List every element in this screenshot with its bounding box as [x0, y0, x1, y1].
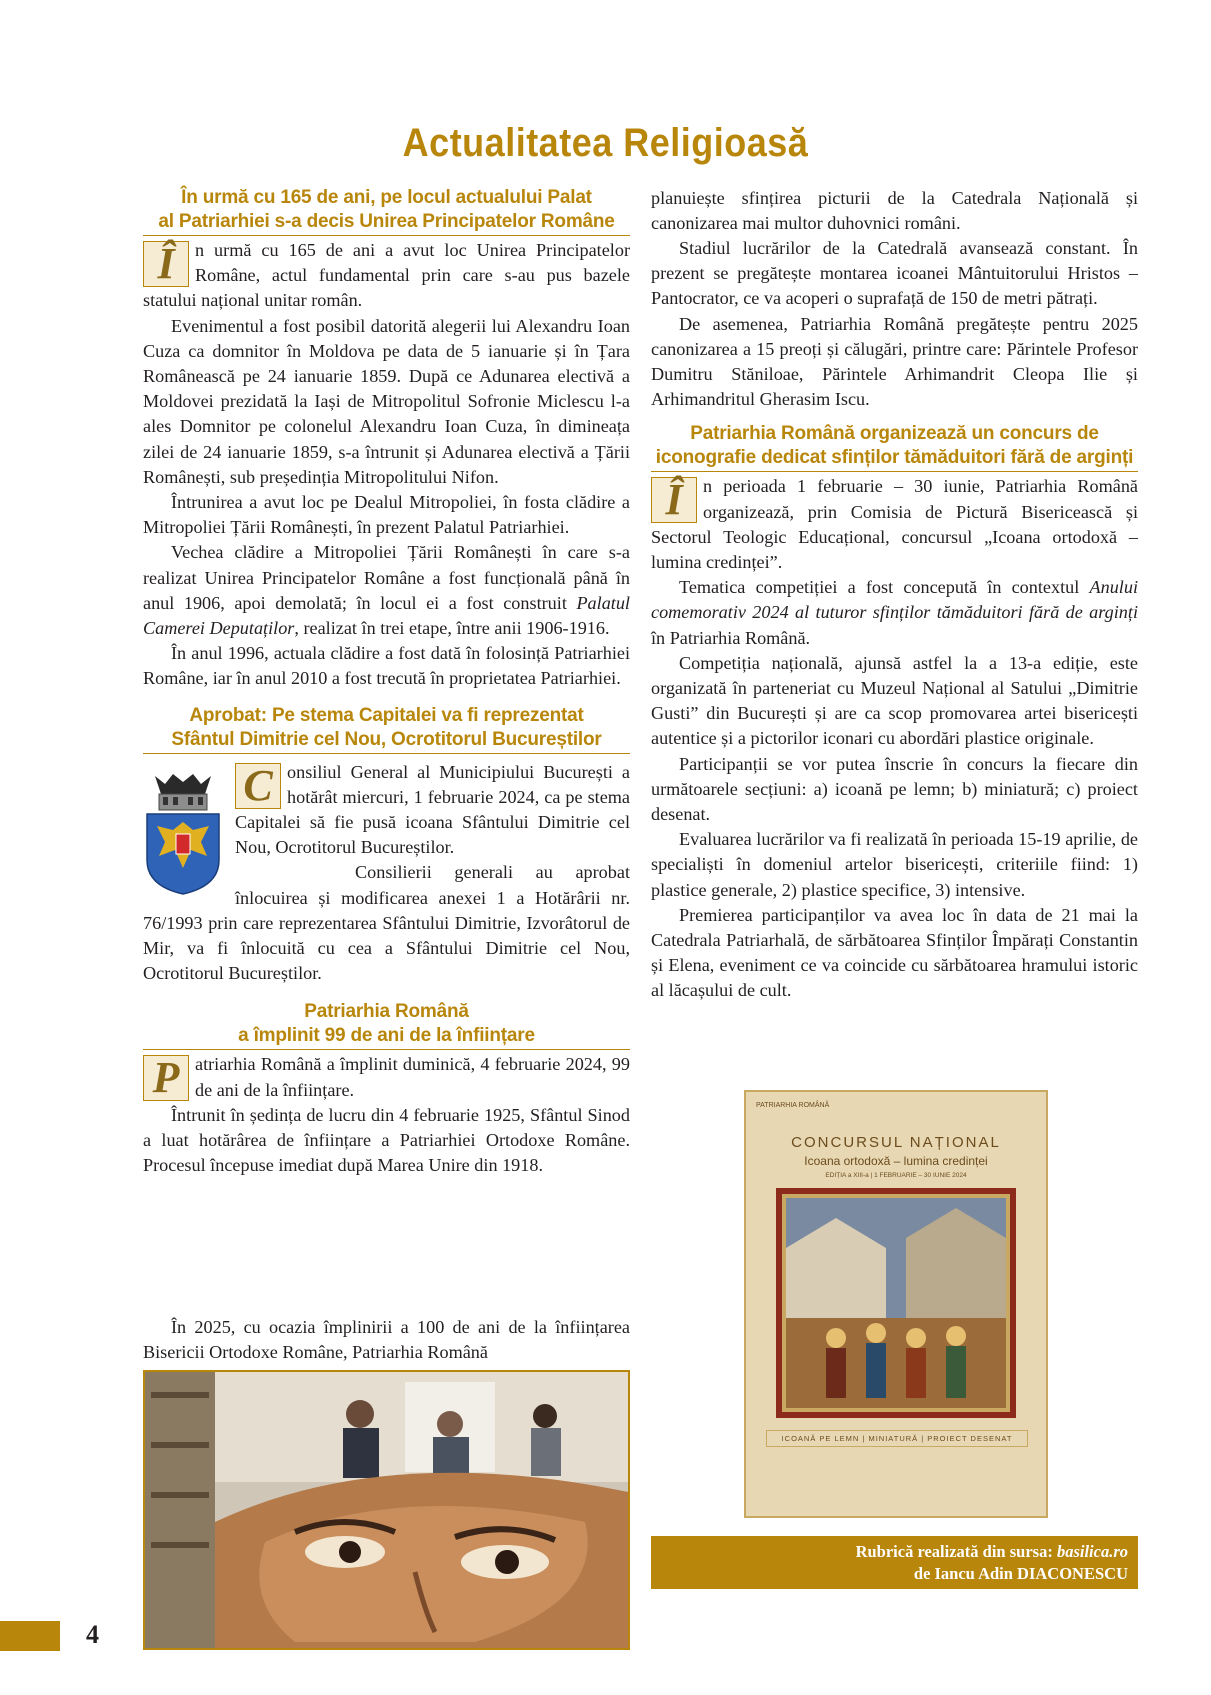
left-column-tail	[143, 1315, 630, 1365]
text-run: , realizat în trei etape, între anii 1906-1916.	[294, 618, 610, 639]
paragraph: Evenimentul a fost posibil datorită alegerii lui Alexandru Ioan Cuza ca domnitor în Moldova pe data de 5 ianuarie și în Țara Românească pe 24 ianuarie 1859. După ce Adunarea electivă a Moldovei prezidată la Iași de Mitropolitul Sofronie Miclescu l-a ales Domnitor pe colonelul Alexandru Ioan Cuza, în dimineața zilei de 24 ianuarie 1859, s-a întrunit și Adunarea electivă a Țării Românești, sub președinția Mitropolitului Nifon.	[143, 315, 630, 487]
headline-line: a împlinit 99 de ani de la înființare	[238, 1025, 535, 1047]
paragraph: Întrunit în ședința de lucru din 4 februarie 1925, Sfântul Sinod a luat hotărârea de înființare a Patriarhiei Ortodoxe Române. Procesul începuse imediat după Marea Unire din 1918.	[143, 1104, 630, 1176]
paragraph: n perioada 1 februarie – 30 iunie, Patriarhia Română organizează, prin Comisia de Pictură Bisericească și Sectorul Teologic Educațional, concursul „Icoana ortodoxă – lumina credinței”.	[651, 476, 1138, 573]
left-column	[143, 186, 630, 1179]
article-concurs	[651, 474, 1138, 1003]
mosaic-photo	[143, 1370, 630, 1650]
headline-concurs	[651, 422, 1138, 472]
poster-subtitle: Icoana ortodoxă – lumina credinței	[804, 1154, 988, 1168]
paragraph: Întrunirea a avut loc pe Dealul Mitropoliei, în fosta clădire a Mitropoliei Țării Românești, în prezent Palatul Patriarhiei.	[143, 492, 630, 538]
headline-line: Patriarhia Română organizează un concurs de	[690, 423, 1099, 445]
mosaic-icon-photo	[145, 1372, 628, 1648]
credit-source: basilica.ro	[1056, 1542, 1128, 1561]
headline-unirea	[143, 186, 630, 236]
article-unirea	[143, 238, 630, 692]
dropcap: C	[235, 763, 281, 809]
text-run: Vechea clădire a Mitropoliei Țării Românești în care s-a realizat Unirea Principatelor Române a fost funcțională până în anul 1906, apoi demolată; în locul ei a fost construit	[143, 542, 630, 613]
article-stema	[143, 760, 630, 987]
dropcap: Î	[651, 477, 697, 523]
paragraph: Stadiul lucrărilor de la Catedrală avansează constant. În prezent se pregătește montarea icoanei Mântuitorului Hristos – Pantocrator, ce va acoperi o suprafață de 150 de metri pătrați.	[651, 238, 1138, 309]
poster-org: PATRIARHIA ROMÂNĂ	[756, 1102, 830, 1109]
paragraph: planuiește sfințirea picturii de la Catedrala Națională și canonizarea mai multor duhovnici români.	[651, 188, 1138, 234]
article-patriarhia99	[143, 1052, 630, 1178]
poster-title: CONCURSUL NAȚIONAL	[791, 1134, 1001, 1151]
paragraph: În 2025, cu ocazia împlinirii a 100 de ani de la înființarea Bisericii Ortodoxe Române, Patriarhia Română	[143, 1317, 630, 1363]
paragraph	[143, 540, 630, 641]
credit-prefix: Rubrică realizată din sursa:	[855, 1542, 1057, 1561]
bucharest-coat-of-arms-icon	[143, 768, 223, 898]
paragraph	[651, 575, 1138, 651]
paragraph: De asemenea, Patriarhia Română pregătește pentru 2025 canonizarea a 15 preoți și călugări, printre care: Părintele Profesor Dumitru Stăniloae, Părintele Arhimandrit Cleopa Ilie și Arhimandritul Gherasim Iscu.	[651, 313, 1138, 410]
paragraph: Premierea participanților va avea loc în data de 21 mai la Catedrala Patriarhală, de sărbătoarea Sfinților Împărați Constantin și Elena, eveniment ce va coincide cu sărbătoarea hramului istoric al lăcașului de cult.	[651, 904, 1138, 1001]
paragraph: n urmă cu 165 de ani a avut loc Unirea Principatelor Române, actul fundamental prin care s-au pus bazele statului național unitar român.	[143, 240, 630, 311]
italic-text: Anului comemorativ 2024 al tuturor sfinților tămăduitori fără de arginți	[651, 577, 1138, 623]
credit-box	[651, 1536, 1138, 1589]
headline-patriarhia99	[143, 1000, 630, 1050]
headline-line: În urmă cu 165 de ani, pe locul actualului Palat	[181, 187, 592, 208]
paragraph: Competiția națională, ajunsă astfel la a 13-a ediție, este organizată în parteneriat cu Muzeul Național al Satului „Dimitrie Gusti” din București și are ca scop promovarea artei bisericești autentice și a pictorilor iconari cu abordări plastice originale.	[651, 652, 1138, 749]
headline-stema	[143, 704, 630, 754]
credit-author: de Iancu Adin DIACONESCU	[913, 1564, 1128, 1583]
headline-line: Sfântul Dimitrie cel Nou, Ocrotitorul Bucureștilor	[171, 728, 602, 750]
page-title: Actualitatea Religioasă	[402, 119, 809, 165]
dropcap: Î	[143, 241, 189, 287]
footer-accent-bar	[0, 1621, 60, 1651]
paragraph: Participanții se vor putea înscrie în concurs la fiecare din următoarele secțiuni: a) icoană pe lemn; b) miniatură; c) proiect desenat.	[651, 753, 1138, 825]
headline-line: al Patriarhiei s-a decis Unirea Principatelor Române	[158, 211, 615, 232]
page-number: 4	[86, 1620, 99, 1649]
headline-line: Aprobat: Pe stema Capitalei va fi reprezentat	[189, 704, 584, 726]
contest-poster	[744, 1090, 1048, 1518]
headline-line: Patriarhia Română	[304, 1001, 469, 1023]
poster-sections: ICOANĂ PE LEMN | MINIATURĂ | PROIECT DESENAT	[766, 1430, 1028, 1447]
italic-text: Palatul Camerei Deputaților	[143, 592, 630, 639]
paragraph: În anul 1996, actuala clădire a fost dată în folosință Patriarhiei Române, iar în anul 2010 a fost trecută în proprietatea Patriarhiei.	[143, 643, 630, 689]
right-column	[651, 186, 1138, 236]
right-column-body	[651, 236, 1138, 1004]
text-run: Tematica competiției a fost concepută în contextul	[679, 577, 1090, 598]
icon-painting	[776, 1188, 1016, 1418]
credit-line	[661, 1541, 1128, 1563]
poster-edition: EDIȚIA a XIII-a | 1 FEBRUARIE – 30 IUNIE 2024	[825, 1172, 967, 1179]
dropcap: P	[143, 1055, 189, 1101]
paragraph: atriarhia Română a împlinit duminică, 4 februarie 2024, 99 de ani de la înființare.	[195, 1054, 630, 1100]
paragraph: Evaluarea lucrărilor va fi realizată în perioada 15-19 aprilie, de specialiști în domeniul artelor bisericești, criteriile fiind: 1) plastice generale, 2) plastice specifice, 3) intensive.	[651, 829, 1138, 900]
headline-line: iconografie dedicat sfinților tămăduitori fără de arginți	[655, 447, 1134, 469]
paragraph: onsiliul General al Municipiului București a hotărât miercuri, 1 februarie 2024, ca pe stema Capitalei să fie pusă icoana Sfântului Dimitrie cel Nou, Ocrotitorul Bucureștilor.	[235, 761, 630, 858]
text-run: în Patriarhia Română.	[651, 627, 811, 648]
paragraph: Consilierii generali au aprobat înlocuirea și modificarea anexei 1 a Hotărârii nr. 76/1993 prin care reprezentarea Sfântului Dimitrie, Izvorâtorul de Mir, va fi înlocuită cu cea a Sfântului Dimitrie cel Nou, Ocrotitorul Bucureștilor.	[143, 862, 630, 984]
